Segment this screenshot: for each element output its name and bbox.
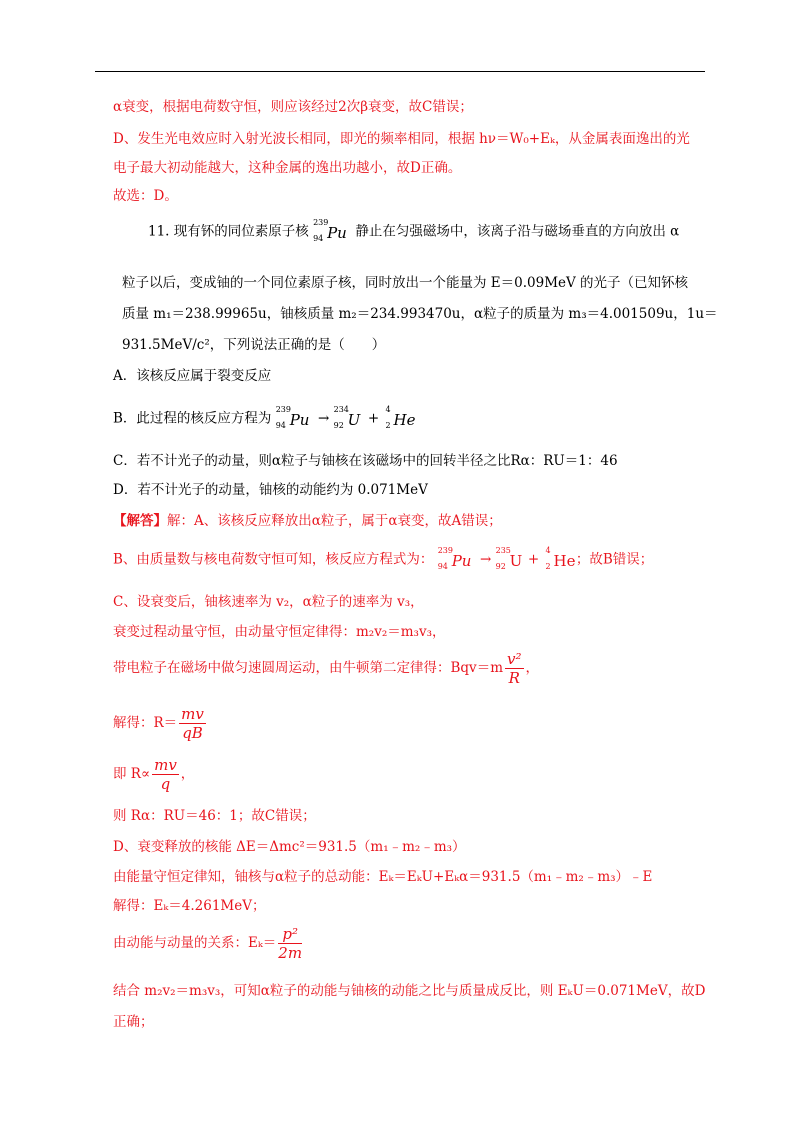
fraction-mv-over-qb: $\frac{mv}{qB}$ [181,705,204,742]
nuclide-pu: 239 94 Pu [313,218,347,243]
plus-symbol: + [367,410,380,427]
arrow-symbol: → [318,410,330,427]
option-d: D．若不计光子的动量，铀核的动能约为 0.071MeV [113,482,428,498]
arrow-symbol: → [480,551,492,568]
nuclide-pu: 239 94 Pu [275,405,310,430]
question-line2: 粒子以后，变成铀的一个同位素原子核，同时放出一个能量为 E＝0.09MeV 的光子（已知钚核 [122,275,689,291]
question-stem-a: 现有钚的同位素原子核 [173,223,309,240]
question-number: 11. [148,223,170,240]
answer-d6: 正确； [113,1014,154,1030]
nuclide-u234: 234 92 U [333,405,361,430]
answer-c4: 解得：R＝ $\frac{mv}{qB}$ [113,705,204,742]
header-rule [95,71,705,72]
fraction-v2-over-r: $\frac{\text{v²}}{R}$ [507,650,522,687]
question-stem [148,218,679,246]
answer-d5: 结合 m₂v₂＝m₃v₃，可知α粒子的动能与铀核的动能之比与质量成反比，则 EₖU＝0.071MeV，故D [113,983,706,999]
nuclide-pu: 239 94 Pu [437,546,472,571]
answer-c5: 即 R∝ $\frac{mv}{q}$ ， [113,756,195,793]
nuclide-he: 4 2 He [385,405,416,430]
answer-d3: 解得：Eₖ＝4.261MeV； [113,898,266,914]
fraction-mv-over-q: $\frac{mv}{q}$ [154,756,177,793]
answer-tag: 【解答】 [113,513,167,529]
plus-symbol: + [527,551,540,568]
question-stem-b: 静止在匀强磁场中，该离子沿与磁场垂直的方向放出 α [355,223,680,240]
answer-d4: 由动能与动量的关系：Eₖ＝ $\frac{\text{p²}}{2m}$ [113,925,303,962]
answer-a: 【解答】解：A、该核反应释放出α粒子，属于α衰变，故A错误； [113,513,502,529]
answer-c3: 带电粒子在磁场中做匀速圆周运动，由牛顿第二定律得：Bqv＝m $\frac{\text{v²}}{R}$ ， [113,650,539,687]
line-photoelectric: D、发生光电效应时入射光波长相同，即光的频率相同，根据 hν＝W₀+Eₖ，从金属表面逸出的光 [113,131,690,147]
answer-c1: C、设衰变后，铀核速率为 v₂，α粒子的速率为 v₃， [113,594,424,610]
option-b: B．此过程的核反应方程为 239 94 Pu → 234 92 U + 4 2 He [113,405,418,433]
answer-d1: D、衰变释放的核能 ΔE＝Δmc²＝931.5（m₁﹣m₂﹣m₃） [113,839,466,855]
question-line4: 931.5MeV/c²，下列说法正确的是（ ） [122,337,386,353]
line-alpha-decay: α衰变，根据电荷数守恒，则应该经过2次β衰变，故C错误； [113,99,473,115]
option-a: A．该核反应属于裂变反应 [113,368,272,384]
nuclide-he: 4 2 He [545,546,576,571]
answer-b: B、由质量数与核电荷数守恒可知，核反应方程式为： 239 94 Pu → 235 92 U + 4 2 He ；故B错误； [113,546,653,574]
line-choice: 故选：D。 [113,188,178,204]
option-c: C．若不计光子的动量，则α粒子与铀核在该磁场中的回转半径之比Rα：RU＝1：46 [113,453,618,469]
answer-c2: 衰变过程动量守恒，由动量守恒定律得：m₂v₂＝m₃v₃， [113,624,446,640]
fraction-p2-over-2m: $\frac{\text{p²}}{2m}$ [278,925,303,962]
answer-d2: 由能量守恒定律知，铀核与α粒子的总动能：Eₖ＝EₖU+Eₖα＝931.5（m₁﹣m₂﹣m₃）﹣E [113,869,653,885]
answer-c6: 则 Rα：RU＝46：1；故C错误； [113,808,316,824]
nuclide-u235: 235 92 U [495,546,523,571]
line-photoelectric-cont: 电子最大初动能越大，这种金属的逸出功越小，故D正确。 [113,160,462,176]
question-line3: 质量 m₁＝238.99965u，铀核质量 m₂＝234.993470u，α粒子的质量为 m₃＝4.001509u，1u＝ [122,306,718,322]
